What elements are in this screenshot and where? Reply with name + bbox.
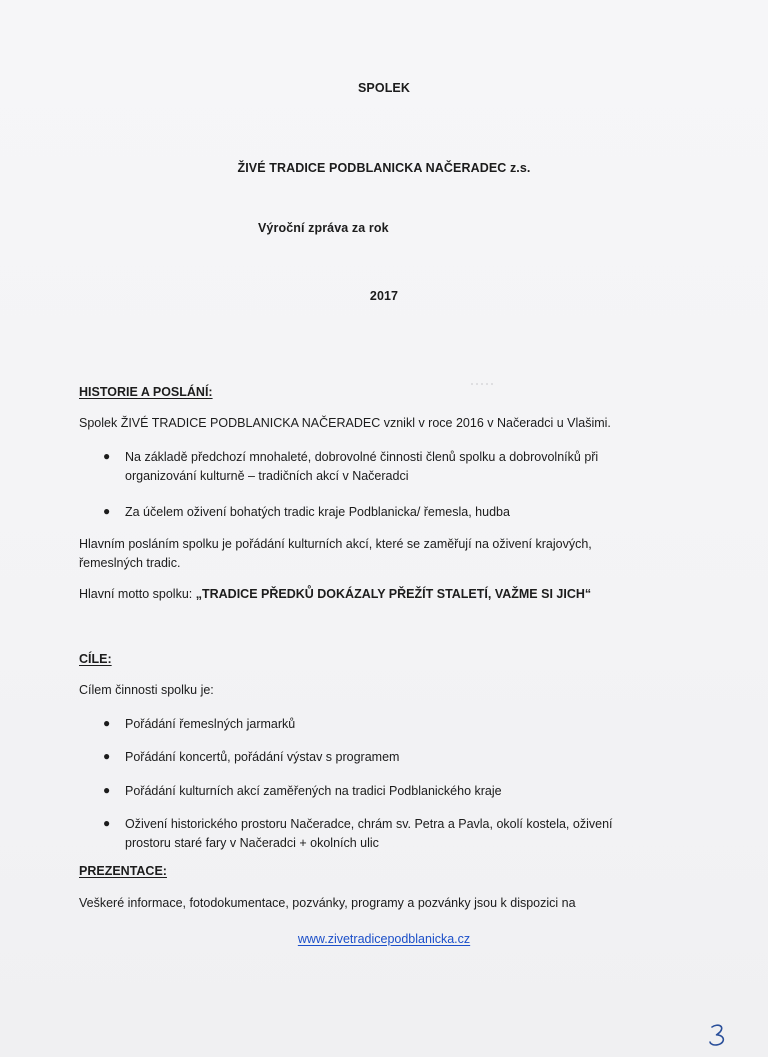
goals-bullet-4-line1: Oživení historického prostoru Načeradce, chrám sv. Petra a Pavla, okolí kostela, oživení	[125, 817, 613, 831]
history-intro: Spolek ŽIVÉ TRADICE PODBLANICKA NAČERADEC vznikl v roce 2016 v Načeradci u Vlašimi.	[79, 416, 611, 430]
title-organization: ŽIVÉ TRADICE PODBLANICKA NAČERADEC z.s.	[237, 161, 531, 175]
section-heading-history: HISTORIE A POSLÁNÍ:	[79, 385, 213, 399]
bullet-dot-icon: ●	[103, 749, 111, 763]
motto	[79, 585, 699, 604]
goals-bullet-4	[125, 815, 635, 853]
goals-bullet-3: Pořádání kulturních akcí zaměřených na tradici Podblanického kraje	[125, 784, 502, 798]
history-bullet-1	[125, 448, 635, 486]
report-year: 2017	[369, 289, 399, 303]
report-subtitle: Výroční zpráva za rok	[258, 221, 389, 235]
website-link-row	[0, 930, 768, 948]
goals-bullet-4-line2: prostoru staré fary v Načeradci + okolních ulic	[125, 836, 379, 850]
motto-label: Hlavní motto spolku:	[79, 587, 193, 601]
handwritten-page-number	[703, 1022, 733, 1050]
bullet-dot-icon: ●	[103, 783, 111, 797]
motto-text: „TRADICE PŘEDKŮ DOKÁZALY PŘEŽÍT STALETÍ, VAŽME SI JICH“	[195, 587, 592, 601]
website-link[interactable]: www.zivetradicepodblanicka.cz	[297, 932, 471, 946]
title-spolek: SPOLEK	[358, 81, 410, 95]
section-heading-presentation: PREZENTACE:	[79, 864, 167, 878]
bullet-dot-icon: ●	[103, 449, 111, 463]
mission-line-2: řemeslných tradic.	[79, 556, 181, 570]
section-heading-goals: CÍLE:	[79, 652, 112, 666]
mission-text	[79, 535, 639, 573]
goals-bullet-2: Pořádání koncertů, pořádání výstav s programem	[125, 750, 400, 764]
bullet-dot-icon: ●	[103, 716, 111, 730]
presentation-text: Veškeré informace, fotodokumentace, pozvánky, programy a pozvánky jsou k dispozici na	[79, 896, 576, 910]
scan-smudge	[470, 381, 496, 387]
bullet-dot-icon: ●	[103, 816, 111, 830]
bullet-dot-icon: ●	[103, 504, 111, 518]
history-bullet-1-line1: Na základě předchozí mnohaleté, dobrovolné činnosti členů spolku a dobrovolníků při	[125, 450, 599, 464]
goals-bullet-1: Pořádání řemeslných jarmarků	[125, 717, 296, 731]
goals-intro: Cílem činnosti spolku je:	[79, 683, 214, 697]
history-bullet-2: Za účelem oživení bohatých tradic kraje Podblanicka/ řemesla, hudba	[125, 505, 510, 519]
mission-line-1: Hlavním posláním spolku je pořádání kulturních akcí, které se zaměřují na oživení krajových,	[79, 537, 592, 551]
history-bullet-1-line2: organizování kulturně – tradičních akcí v Načeradci	[125, 469, 409, 483]
